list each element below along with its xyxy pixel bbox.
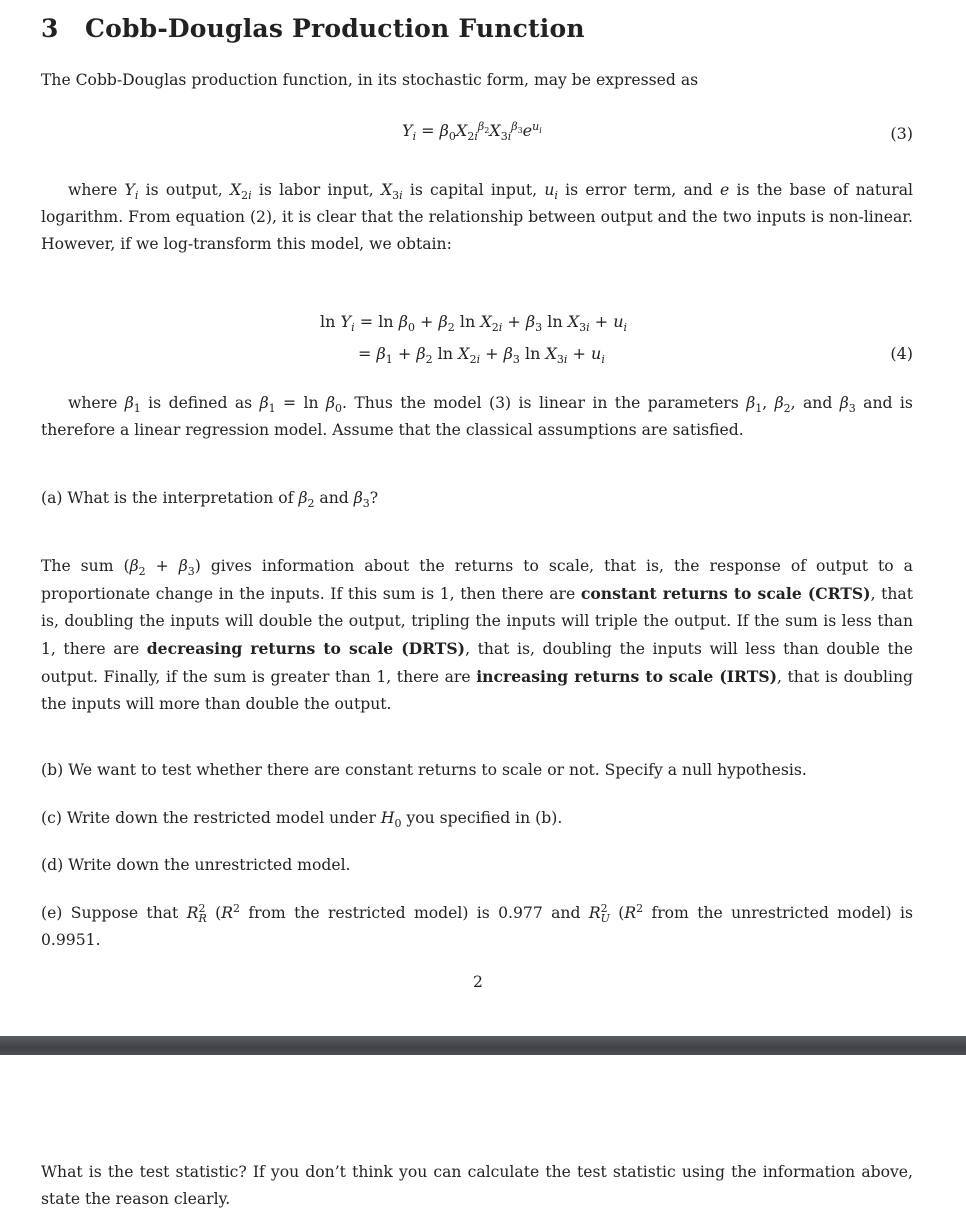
- question-c: (c) Write down the restricted model under $H_0$ you specified in (b).: [41, 809, 563, 831]
- next-page: [0, 1055, 966, 1224]
- question-b: (b) We want to test whether there are constant returns to scale or not. Specify a null hypothesis.: [41, 761, 807, 779]
- intro-paragraph: The Cobb-Douglas production function, in its stochastic form, may be expressed as: [41, 71, 699, 89]
- linearity-paragraph: where $\beta_1$ is defined as $\beta_1 = \ln \beta_0$. Thus the model (3) is linear in the parameters $\beta_1$, $\beta_2$, and $\beta_3$ and is therefore a linear regression model. Assume that the classical assumptions are satisfied.: [41, 394, 913, 439]
- question-d: (d) Write down the unrestricted model.: [41, 856, 351, 874]
- answer-a-paragraph: The sum $(\beta_2 + \beta_3)$ gives information about the returns to scale, that is, the response of output to a proportionate change in the inputs. If this sum is 1, then there are constant returns to scale (CRTS), that is, doubling the inputs will double the output, tripling the inputs will triple the output. If the sum is less than 1, there are decreasing returns to scale (DRTS), that is, doubling the inputs will less than double the output. Finally, if the sum is greater than 1, there are increasing returns to scale (IRTS), that is doubling the inputs will more than double the output.: [41, 557, 914, 713]
- crts-term: constant returns to scale (CRTS): [580, 584, 871, 603]
- page-divider: [0, 1036, 966, 1055]
- variables-paragraph: where $Y_i$ is output, $X_{2i}$ is labor input, $X_{3i}$ is capital input, $u_i$ is error term, and e is the base of natural logarithm. From equation (2), it is clear that the relationship between output and the two inputs is non-linear. However, if we log-transform this model, we obtain:: [41, 181, 913, 253]
- equation-4-number: (4): [890, 344, 913, 363]
- followup-question: What is the test statistic? If you don’t think you can calculate the test statistic using the information above, state the reason clearly.: [41, 1163, 913, 1208]
- question-e: (e) Suppose that $R^2_R$ ($R^2$ from the restricted model) is 0.977 and $R^2_U$ ($R^2$ from the unrestricted model) is 0.9951.: [41, 901, 913, 949]
- equation-4-line-2: = $\beta_1 + \beta_2$ $\ln X_{2i} + \beta_3$ $\ln X_{3i} + u_i$: [358, 344, 605, 367]
- section-number: 3: [41, 14, 59, 43]
- equation-3: $Y_i = \beta_0X_{2i}^{\beta_2}X_{3i}^{\beta_3}e^{u_i}$: [402, 119, 542, 144]
- question-a: (a) What is the interpretation of $\beta_2$ and $\beta_3$?: [41, 489, 379, 511]
- page-number: 2: [473, 973, 483, 991]
- section-heading: [41, 14, 585, 43]
- section-title: Cobb-Douglas Production Function: [85, 14, 585, 43]
- drts-term: decreasing returns to scale (DRTS): [146, 639, 466, 658]
- equation-4-line-1: $\ln Y_i = \ln \beta_0 + \beta_2$ $\ln X_{2i} + \beta_3$ $\ln X_{3i} + u_i$: [320, 312, 628, 335]
- irts-term: increasing returns to scale (IRTS): [476, 667, 777, 686]
- equation-3-number: (3): [890, 124, 913, 143]
